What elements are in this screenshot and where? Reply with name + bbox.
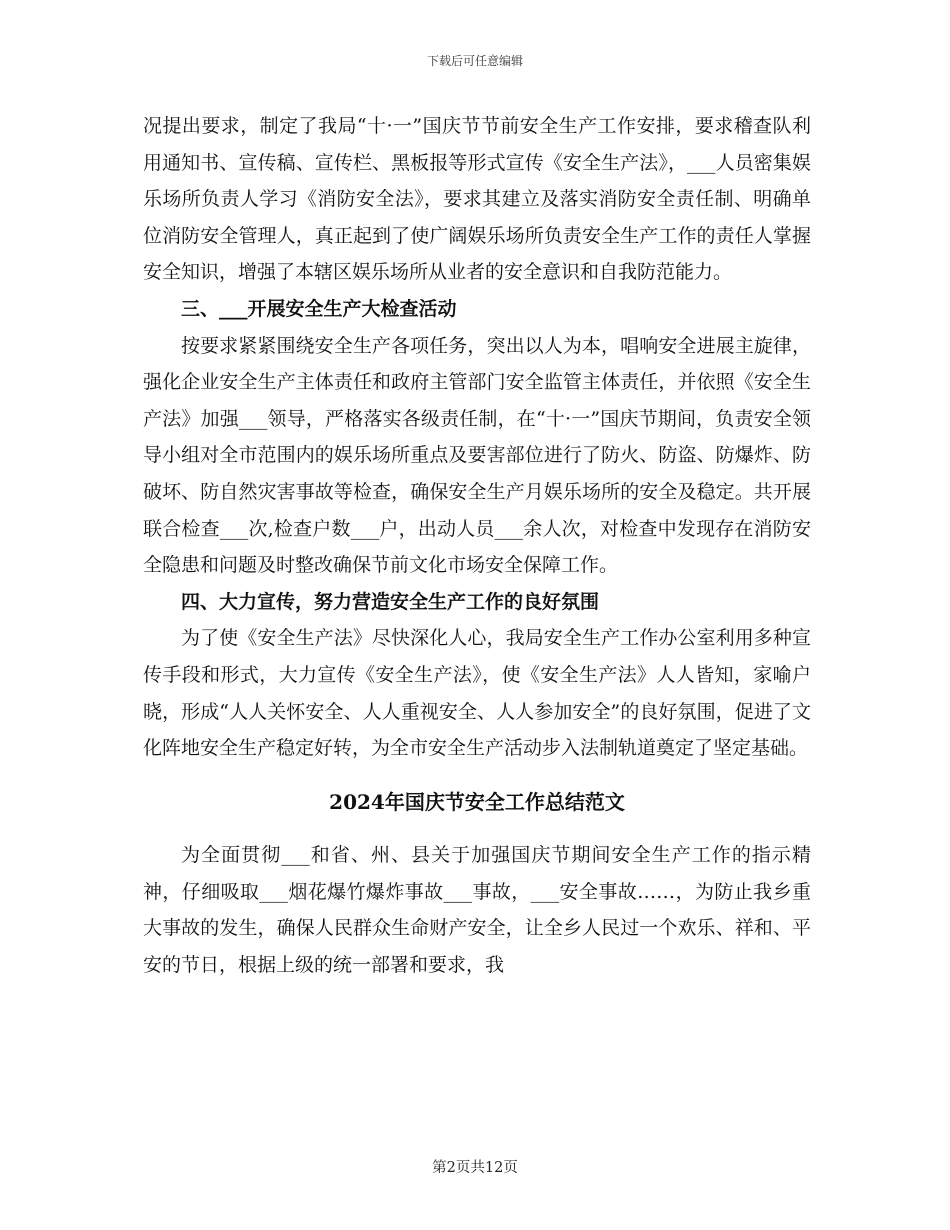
paragraph-publicity: 为了使《安全生产法》尽快深化人心，我局安全生产工作办公室利用多种宣传手段和形式，大力宣传《安全生产法》，使《安全生产法》人人皆知，家喻户晓，形成“人人关怀安全、人人重视安全、人人参加安全”的良好氛围，促进了文化阵地安全生产稳定好转，为全市安全生产活动步入法制轨道奠定了坚定基础。 [143, 627, 811, 760]
paragraph-inspection: 按要求紧紧围绕安全生产各项任务，突出以人为本，唱响安全进展主旋律，强化企业安全生产主体责任和政府主管部门安全监管主体责任，并依照《安全生产法》加强___领导，严格落实各级责任制，在“十·一”国庆节期间，负责安全领导小组对全市范围内的娱乐场所重点及要害部位进行了防火、防盗、防爆炸、防破坏、防自然灾害事故等检查，确保安全生产月娱乐场所的安全及稳定。共开展联合检查___次,检查户数___户，出动人员___余人次，对检查中发现存在消防安全隐患和问题及时整改确保节前文化市场安全保障工作。 [143, 334, 811, 577]
document-body [143, 108, 811, 984]
document-title: 2024年国庆节安全工作总结范文 [329, 789, 625, 814]
page-footer: 第2页共12页 [432, 1160, 518, 1176]
section-heading-3: 三、___开展安全生产大检查活动 [181, 297, 457, 320]
paragraph-continued: 况提出要求，制定了我局“十·一”国庆节节前安全生产工作安排，要求稽查队利用通知书、宣传稿、宣传栏、黑板报等形式宣传《安全生产法》，___人员密集娱乐场所负责人学习《消防安全法》，要求其建立及落实消防安全责任制、明确单位消防安全管理人，真正起到了使广阔娱乐场所负责安全生产工作的责任人掌握安全知识，增强了本辖区娱乐场所从业者的安全意识和自我防范能力。 [143, 115, 811, 284]
paragraph-intro: 为全面贯彻___和省、州、县关于加强国庆节期间安全生产工作的指示精神，仔细吸取___烟花爆竹爆炸事故___事故，___安全事故……，为防止我乡重大事故的发生，确保人民群众生命财产安全，让全乡人民过一个欢乐、祥和、平安的节日，根据上级的统一部署和要求，我 [143, 844, 811, 977]
section-heading-4: 四、大力宣传，努力营造安全生产工作的良好氛围 [181, 590, 600, 613]
page-header: 下载后可任意编辑 [426, 54, 523, 68]
